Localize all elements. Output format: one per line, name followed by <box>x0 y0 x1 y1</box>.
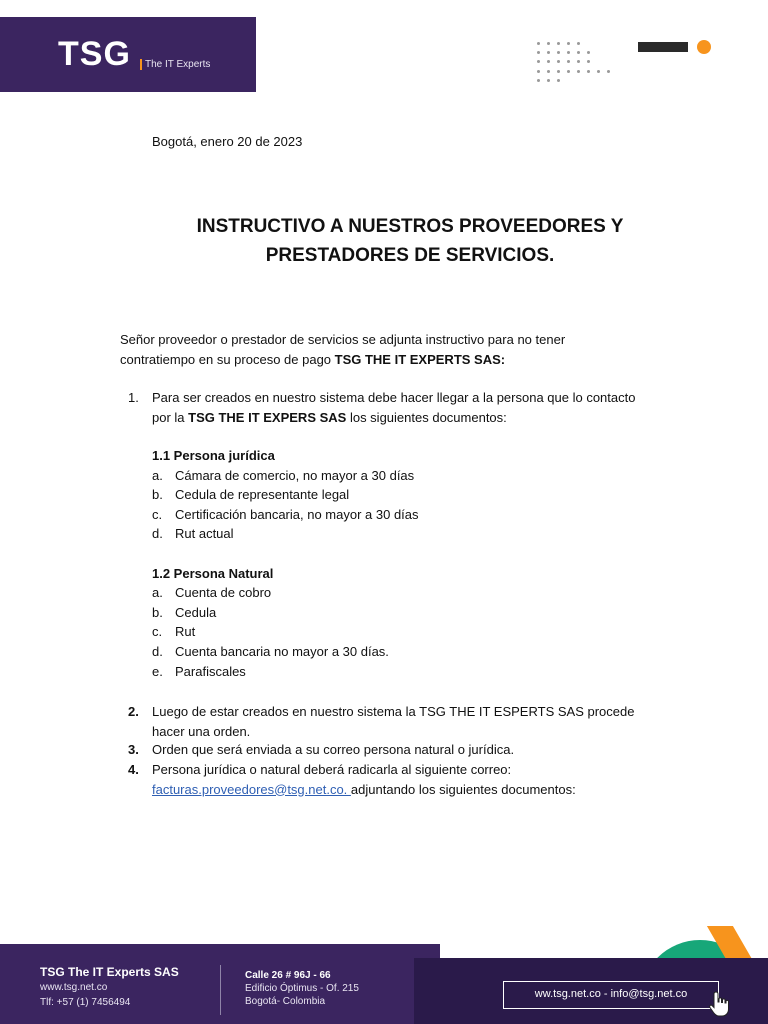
juridica-letter: a. <box>152 468 163 483</box>
natural-item: Rut <box>175 624 196 639</box>
intro-line-2: contratiempo en su proceso de pago <box>120 351 335 367</box>
footer-company: TSG The IT Experts SAS <box>40 965 179 979</box>
item-2-number: 2. <box>128 704 139 719</box>
logo: TSG <box>58 35 131 73</box>
footer-address-line-3: Bogotá- Colombia <box>245 996 326 1007</box>
juridica-letter: b. <box>152 487 163 502</box>
item-3-text: Orden que será enviada a su correo persona natural o jurídica. <box>152 742 515 757</box>
item-4-line-1: Persona jurídica o natural deberá radicarla al siguiente correo: <box>152 762 512 777</box>
header-decor-circle <box>697 40 711 54</box>
intro-paragraph <box>120 330 680 369</box>
footer-address-line-1: Calle 26 # 96J - 66 <box>245 970 331 981</box>
juridica-item: Rut actual <box>175 526 234 541</box>
intro-line-1: Señor proveedor o prestador de servicios se adjunta instructivo para no tener <box>120 332 566 347</box>
natural-item: Cedula <box>175 605 217 620</box>
item-2-line-2: hacer una orden. <box>152 723 251 739</box>
header-decor-bar <box>638 42 688 52</box>
logo-tagline: The IT Experts <box>145 59 211 70</box>
item-1-line-2-pre: por la <box>152 409 189 425</box>
item-2-line-1: Luego de estar creados en nuestro sistema la TSG THE IT ESPERTS SAS procede <box>152 704 635 719</box>
document-date: Bogotá, enero 20 de 2023 <box>152 134 303 149</box>
item-1-line-1: Para ser creados en nuestro sistema debe hacer llegar a la persona que lo contacto <box>152 390 636 405</box>
natural-letter: d. <box>152 644 163 659</box>
item-1-line-2-post: los siguientes documentos: <box>346 409 507 425</box>
item-1-text <box>152 388 672 427</box>
footer-contact-box[interactable]: ww.tsg.net.co - info@tsg.net.co <box>503 981 719 1009</box>
item-4-line-2-post: adjuntando los siguientes documentos: <box>350 781 576 797</box>
natural-letter: b. <box>152 605 163 620</box>
item-4-number: 4. <box>128 762 139 777</box>
juridica-item: Cámara de comercio, no mayor a 30 días <box>175 468 415 483</box>
natural-letter: e. <box>152 664 163 679</box>
item-1-number: 1. <box>128 390 139 405</box>
intro-company: TSG THE IT EXPERTS SAS: <box>334 351 506 367</box>
juridica-item: Certificación bancaria, no mayor a 30 días <box>175 507 419 522</box>
juridica-title: 1.1 Persona jurídica <box>152 448 275 463</box>
footer-address-line-2: Edificio Óptimus - Of. 215 <box>245 983 359 994</box>
juridica-letter: c. <box>152 507 163 522</box>
footer-website[interactable]: www.tsg.net.co <box>40 982 108 993</box>
title-line-2: PRESTADORES DE SERVICIOS. <box>265 245 555 266</box>
logo-separator <box>140 59 142 70</box>
item-1-company: TSG THE IT EXPERS SAS <box>188 409 347 425</box>
juridica-item: Cedula de representante legal <box>175 487 350 502</box>
footer-phone: Tlf: +57 (1) 7456494 <box>40 997 131 1008</box>
item-3-number: 3. <box>128 742 139 757</box>
item-4-text <box>152 760 672 799</box>
natural-item: Cuenta bancaria no mayor a 30 días. <box>175 644 389 659</box>
juridica-letter: d. <box>152 526 163 541</box>
natural-item: Cuenta de cobro <box>175 585 272 600</box>
title-line-1: INSTRUCTIVO A NUESTROS PROVEEDORES Y <box>196 216 624 237</box>
decorative-dots <box>537 42 617 82</box>
document-title <box>150 212 670 270</box>
invoice-email-link[interactable]: facturas.proveedores@tsg.net.co. <box>152 781 351 797</box>
natural-letter: c. <box>152 624 163 639</box>
pointer-hand-icon <box>708 990 732 1018</box>
natural-item: Parafiscales <box>175 664 246 679</box>
natural-title: 1.2 Persona Natural <box>152 566 274 581</box>
footer-divider <box>220 965 221 1015</box>
item-2-text <box>152 702 672 741</box>
header-logo-block <box>0 17 256 92</box>
natural-letter: a. <box>152 585 163 600</box>
